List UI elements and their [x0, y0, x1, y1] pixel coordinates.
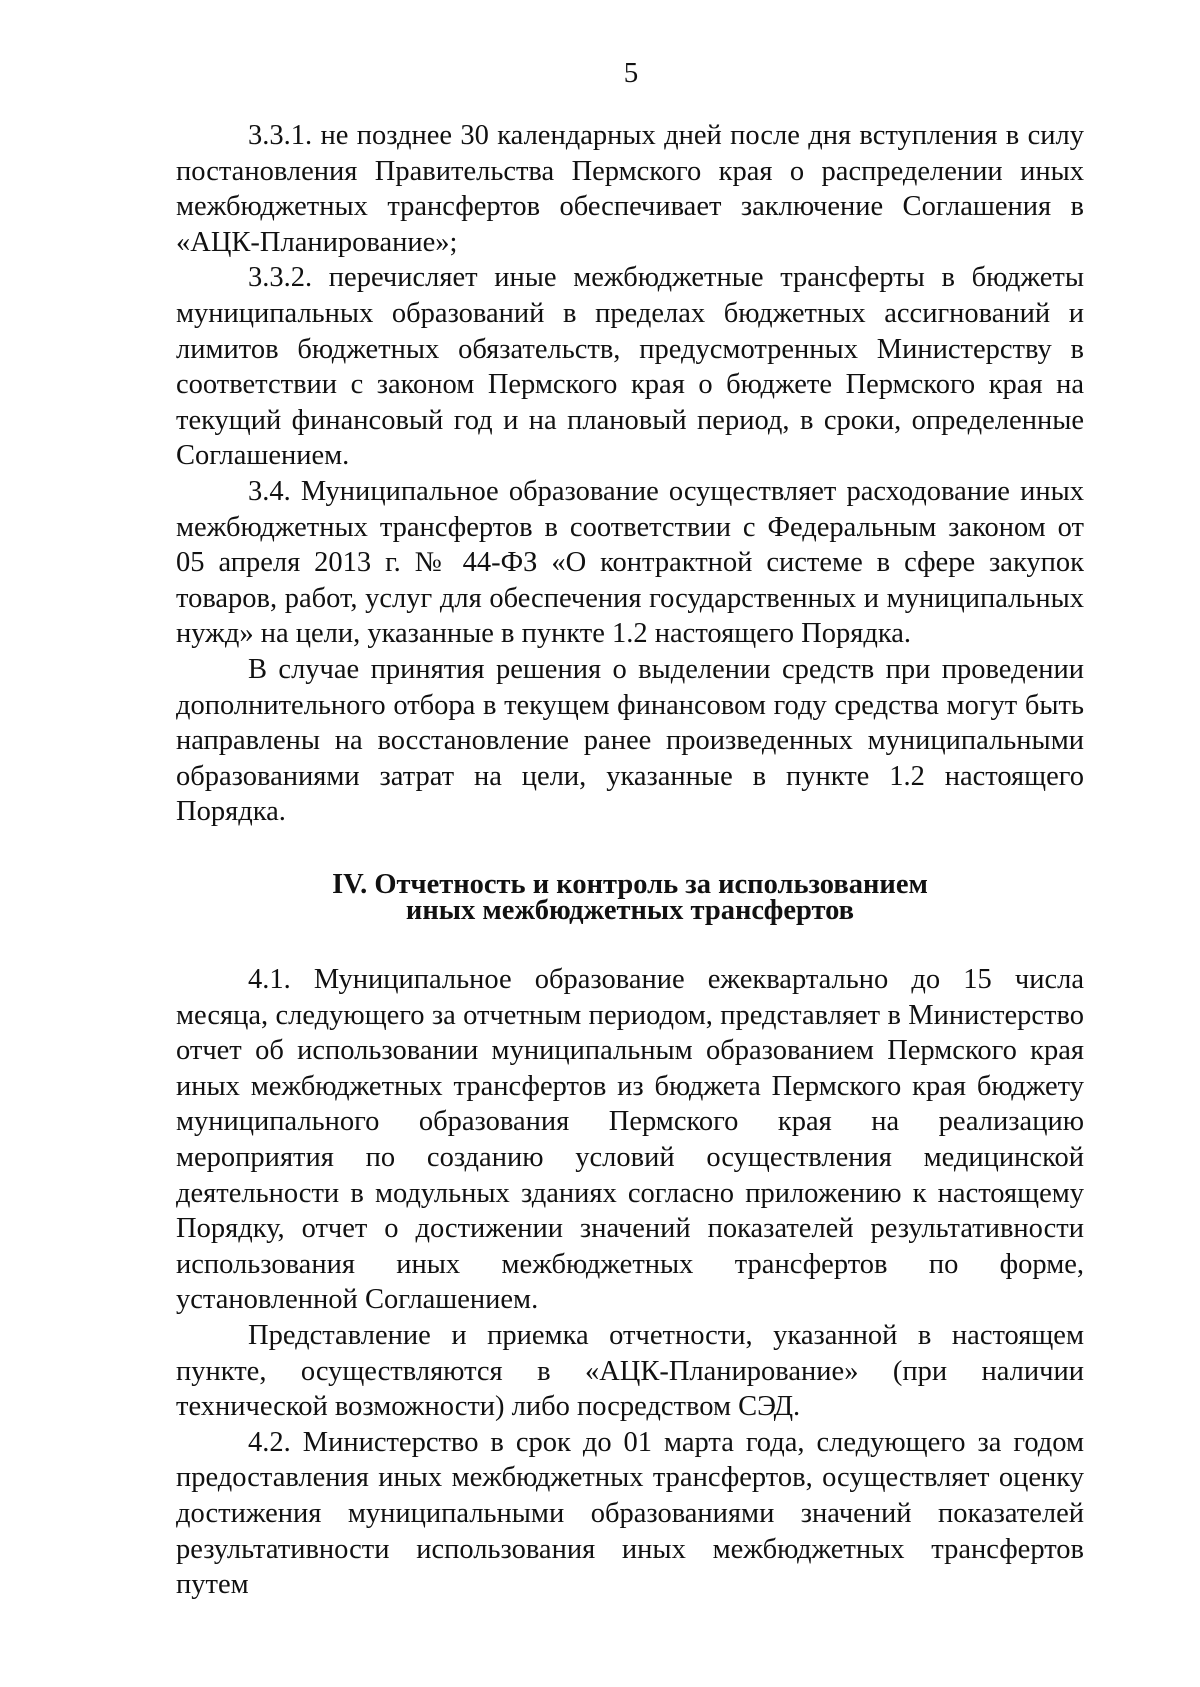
paragraph-4-2: 4.2. Министерство в срок до 01 марта года, следующего за годом предоставления иных межбюджетных трансфертов, осуществляет оценку достижения муниципальными образованиями значений показателей результативности использования иных межбюджетных трансфертов путем — [176, 1426, 1084, 1601]
paragraph-3-3-1: 3.3.1. не позднее 30 календарных дней после дня вступления в силу постановления Правительства Пермского края о распределении иных межбюджетных трансфертов обеспечивает заключение Соглашения в «АЦК-Планирование»; — [176, 120, 1084, 258]
paragraph-4-1: 4.1. Муниципальное образование ежеквартально до 15 числа месяца, следующего за отчетным периодом, представляет в Министерство отчет об использовании муниципальным образованием Пермского края иных межбюджетных трансфертов из бюджета Пермского края бюджету муниципального образования Пермского края на реализацию мероприятия по созданию условий осуществления медицинской деятельности в модульных зданиях согласно приложению к настоящему Порядку, отчет о достижении значений показателей результативности использования иных межбюджетных трансфертов по форме, установленной Соглашением. — [176, 964, 1084, 1316]
page-number: 5 — [623, 57, 639, 89]
body-text-upper — [176, 118, 1084, 830]
body-text-lower — [176, 962, 1084, 1603]
paragraph-additional-selection: В случае принятия решения о выделении средств при проведении дополнительного отбора в текущем финансовом году средства могут быть направлены на восстановление ранее произведенных муниципальными образованиями затрат на цели, указанные в пункте 1.2 настоящего Порядка. — [176, 653, 1084, 828]
paragraph-3-3-2: 3.3.2. перечисляет иные межбюджетные трансферты в бюджеты муниципальных образований в пределах бюджетных ассигнований и лимитов бюджетных обязательств, предусмотренных Министерству в соответствии с законом Пермского края о бюджете Пермского края на текущий финансовый год и на плановый период, в сроки, определенные Соглашением. — [176, 262, 1084, 472]
paragraph-3-4: 3.4. Муниципальное образование осуществляет расходование иных межбюджетных трансфертов в соответствии с Федеральным законом от 05 апреля 2013 г. № 44-ФЗ «О контрактной системе в сфере закупок товаров, работ, услуг для обеспечения государственных и муниципальных нужд» на цели, указанные в пункте 1.2 настоящего Порядка. — [176, 475, 1084, 650]
section-heading — [176, 869, 1084, 926]
section-heading-line-1: IV. Отчетность и контроль за использованием — [332, 869, 928, 900]
section-heading-line-2: иных межбюджетных трансфертов — [405, 895, 855, 926]
paragraph-reporting-submission: Представление и приемка отчетности, указанной в настоящем пункте, осуществляются в «АЦК-Планирование» (при наличии технической возможности) либо посредством СЭД. — [176, 1319, 1084, 1423]
